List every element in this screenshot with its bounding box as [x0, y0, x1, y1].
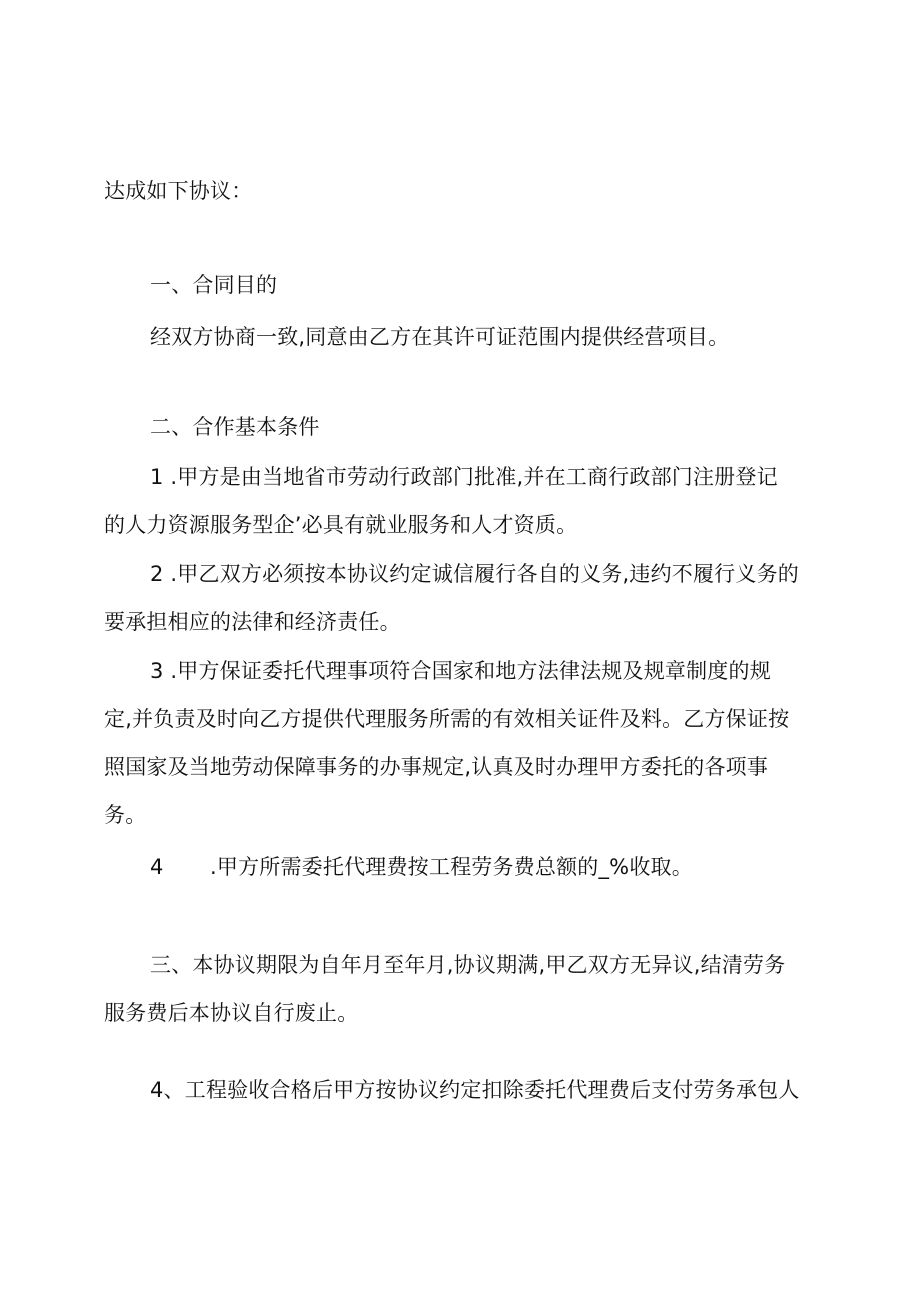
- section2-item4-number: 4: [150, 855, 164, 879]
- section2-item3-line3: 照国家及当地劳动保障事务的办事规定,认真及时办理甲方委托的各项事: [104, 755, 769, 779]
- section2-heading: 二、合作基本条件: [150, 415, 320, 439]
- section2-item1-line1: 1 .甲方是由当地省市劳动行政部门批准,并在工商行政部门注册登记: [150, 465, 778, 489]
- item-last-line: 4、工程验收合格后甲方按协议约定扣除委托代理费后支付劳务承包人: [150, 1078, 800, 1102]
- section2-item3-line2: 定,并负责及时向乙方提供代理服务所需的有效相关证件及料。乙方保证按: [104, 707, 790, 731]
- section2-item3-line1: 3 .甲方保证委托代理事项符合国家和地方法律法规及规章制度的规: [150, 659, 771, 683]
- section2-item2-line2: 要承担相应的法律和经济责任。: [104, 610, 401, 634]
- section3-line1: 三、本协议期限为自年月至年月,协议期满,甲乙双方无异议,结清劳务: [150, 953, 786, 977]
- section2-item1-line2: 的人力资源服务型企’必具有就业服务和人才资质。: [104, 513, 578, 537]
- section1-heading: 一、合同目的: [150, 273, 278, 297]
- section1-body: 经双方协商一致,同意由乙方在其许可证范围内提供经营项目。: [150, 325, 730, 349]
- section2-item4: [150, 852, 693, 882]
- section3-line2: 服务费后本协议自行废止。: [104, 1001, 359, 1025]
- section2-item3-line4: 务。: [104, 803, 147, 827]
- section2-item4-text: .甲方所需委托代理费按工程劳务费总额的_%收取。: [210, 855, 693, 879]
- section2-item2-line1: 2 .甲乙双方必须按本协议约定诚信履行各自的义务,违约不履行义务的: [150, 562, 799, 586]
- intro-line: 达成如下协议：: [104, 179, 253, 203]
